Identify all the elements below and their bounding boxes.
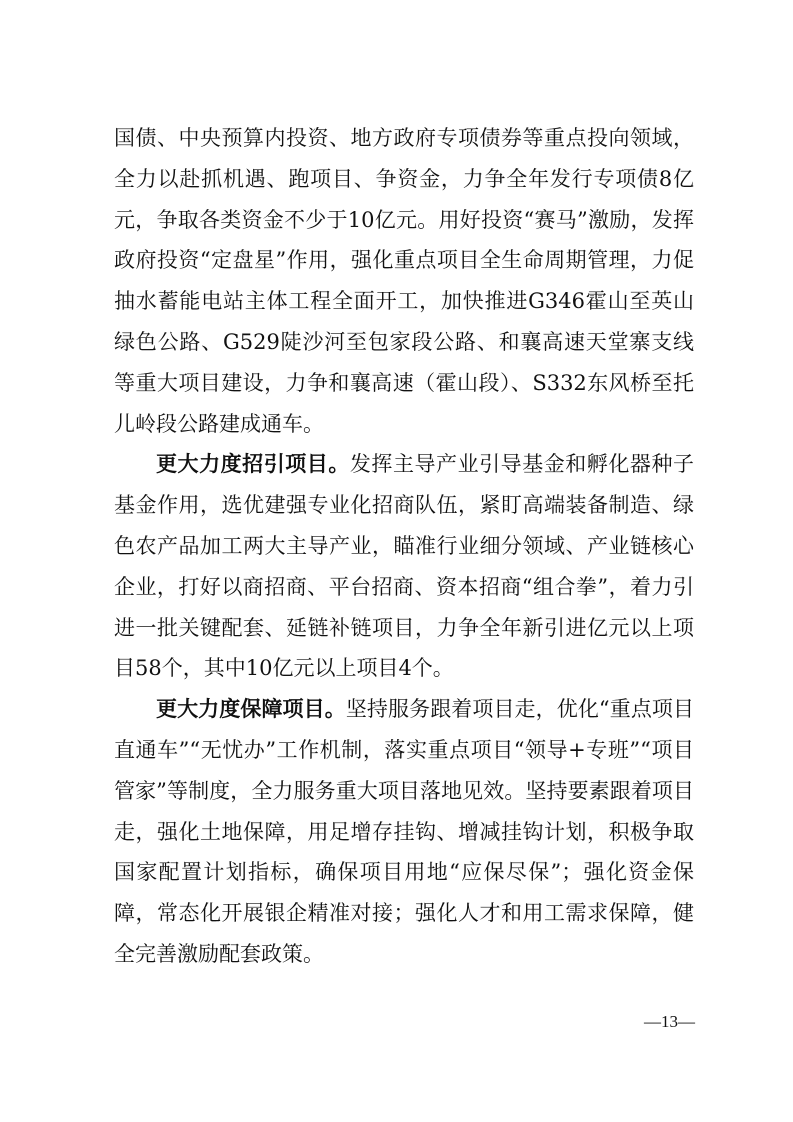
paragraph-1-body: 国债、中央预算内投资、地方政府专项债券等重点投向领域，全力以赴抓机遇、跑项目、争资金，力争全年发行专项债8亿元，争取各类资金不少于10亿元。用好投资“赛马”激励，发挥政府投资“定盘星”作用，强化重点项目全生命周期管理，力促抽水蓄能电站主体工程全面开工，加快推进G346霍山至英山绿色公路、G529陡沙河至包家段公路、和襄高速天堂寨支线等重大项目建设，力争和襄高速（霍山段）、S332东风桥至托儿岭段公路建成通车。 — [114, 126, 694, 436]
paragraph-2-body: 发挥主导产业引导基金和孵化器种子基金作用，选优建强专业化招商队伍，紧盯高端装备制造、绿色农产品加工两大主导产业，瞄准行业细分领域、产业链核心企业，打好以商招商、平台招商、资本招商“组合拳”，着力引进一批关键配套、延链补链项目，力争全年新引进亿元以上项目58个，其中10亿元以上项目4个。 — [114, 452, 694, 681]
paragraph-3-heading: 更大力度保障项目。 — [156, 696, 346, 722]
paragraph-2-heading: 更大力度招引项目。 — [156, 451, 350, 477]
paragraph-3-body: 坚持服务跟着项目走，优化“重点项目直通车”“无忧办”工作机制，落实重点项目“领导+专班”“项目管家”等制度，全力服务重大项目落地见效。坚持要素跟着项目走，强化土地保障，用足增存挂钩、增减挂钩计划，积极争取国家配置计划指标，确保项目用地“应保尽保”；强化资金保障，常态化开展银企精准对接；强化人才和用工需求保障，健全完善激励配套政策。 — [114, 697, 695, 966]
paragraph-3 — [114, 689, 694, 975]
paragraph-2 — [114, 444, 694, 689]
page-number: —13— — [644, 1012, 695, 1031]
body-text — [114, 118, 694, 975]
paragraph-1 — [114, 118, 694, 444]
